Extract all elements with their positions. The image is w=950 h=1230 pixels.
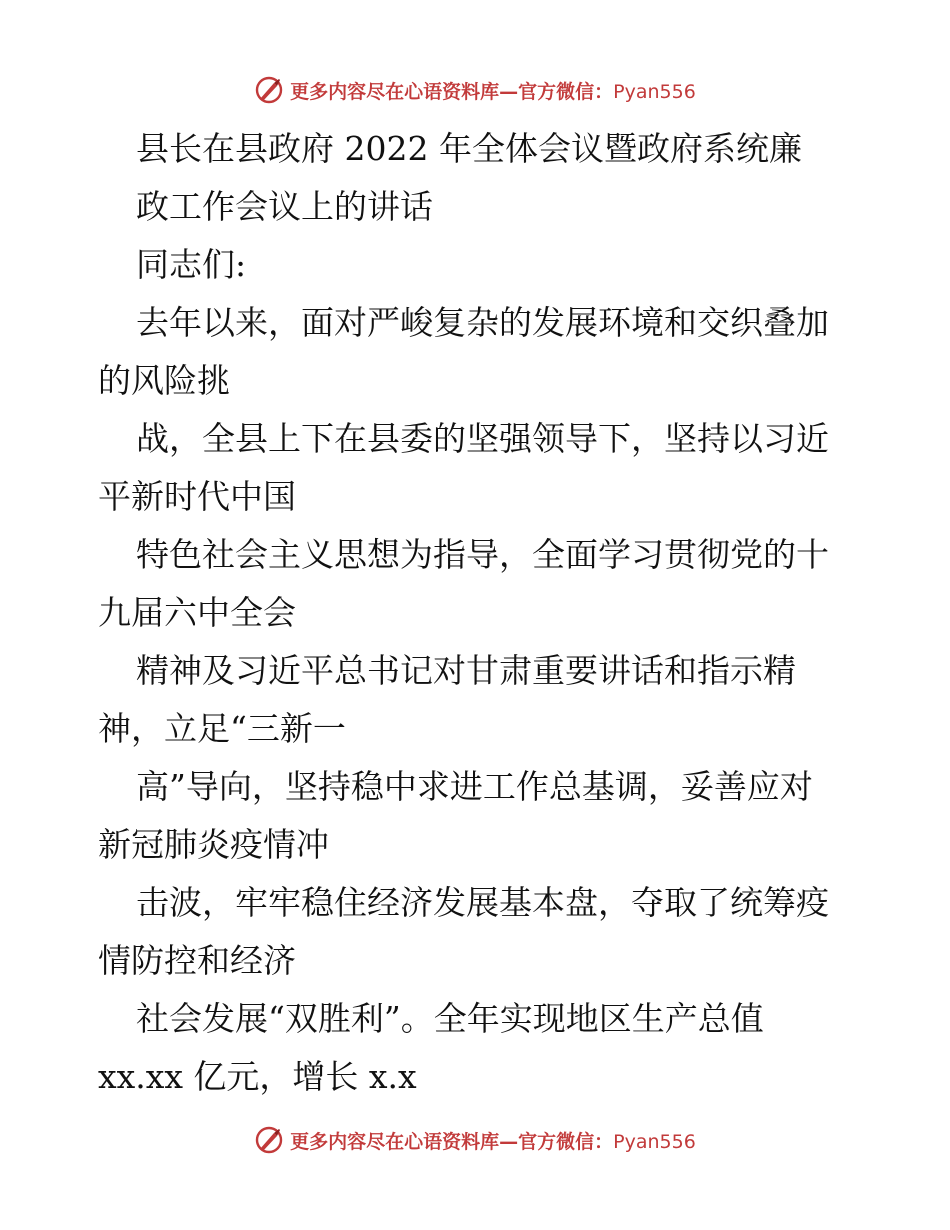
footer-banner-text: [290, 1127, 696, 1154]
header-banner-wechat-id: Pyan556: [613, 80, 696, 103]
paragraph-line: 神，立足“三新一: [98, 709, 346, 748]
title-line-1: 县长在县政府 2022 年全体会议暨政府系统廉: [136, 129, 802, 168]
paragraph-line: xx.xx 亿元，增长 x.x: [98, 1057, 417, 1096]
header-banner-text: [290, 77, 696, 104]
paragraph-line: 九届六中全会: [98, 593, 296, 632]
paragraph-line: 精神及习近平总书记对甘肃重要讲话和指示精: [136, 651, 796, 690]
paragraph-line: 情防控和经济: [98, 941, 296, 980]
quill-logo-icon: [254, 1125, 284, 1155]
paragraph-line: 特色社会主义思想为指导，全面学习贯彻党的十: [136, 535, 829, 574]
paragraph-line: 去年以来，面对严峻复杂的发展环境和交织叠加: [136, 303, 829, 342]
paragraph-line: 社会发展“双胜利”。全年实现地区生产总值: [136, 999, 764, 1038]
title-line-2: 政工作会议上的讲话: [136, 187, 433, 226]
header-banner: [0, 70, 950, 110]
paragraph-line: 高”导向，坚持稳中求进工作总基调，妥善应对: [136, 767, 813, 806]
paragraph-line: 战，全县上下在县委的坚强领导下，坚持以习近: [136, 419, 829, 458]
quill-logo-icon: [254, 75, 284, 105]
paragraph-line: 平新时代中国: [98, 477, 296, 516]
header-banner-label: 更多内容尽在心语资料库—官方微信：: [290, 80, 614, 103]
footer-banner-wechat-id: Pyan556: [613, 1130, 696, 1153]
paragraph-line: 新冠肺炎疫情冲: [98, 825, 329, 864]
footer-banner-label: 更多内容尽在心语资料库—官方微信：: [290, 1130, 614, 1153]
paragraph-line: 的风险挑: [98, 361, 230, 400]
paragraph-line: 击波，牢牢稳住经济发展基本盘，夺取了统筹疫: [136, 883, 829, 922]
salutation: 同志们:: [136, 245, 247, 284]
document-body: [98, 120, 858, 1106]
footer-banner: [0, 1120, 950, 1160]
